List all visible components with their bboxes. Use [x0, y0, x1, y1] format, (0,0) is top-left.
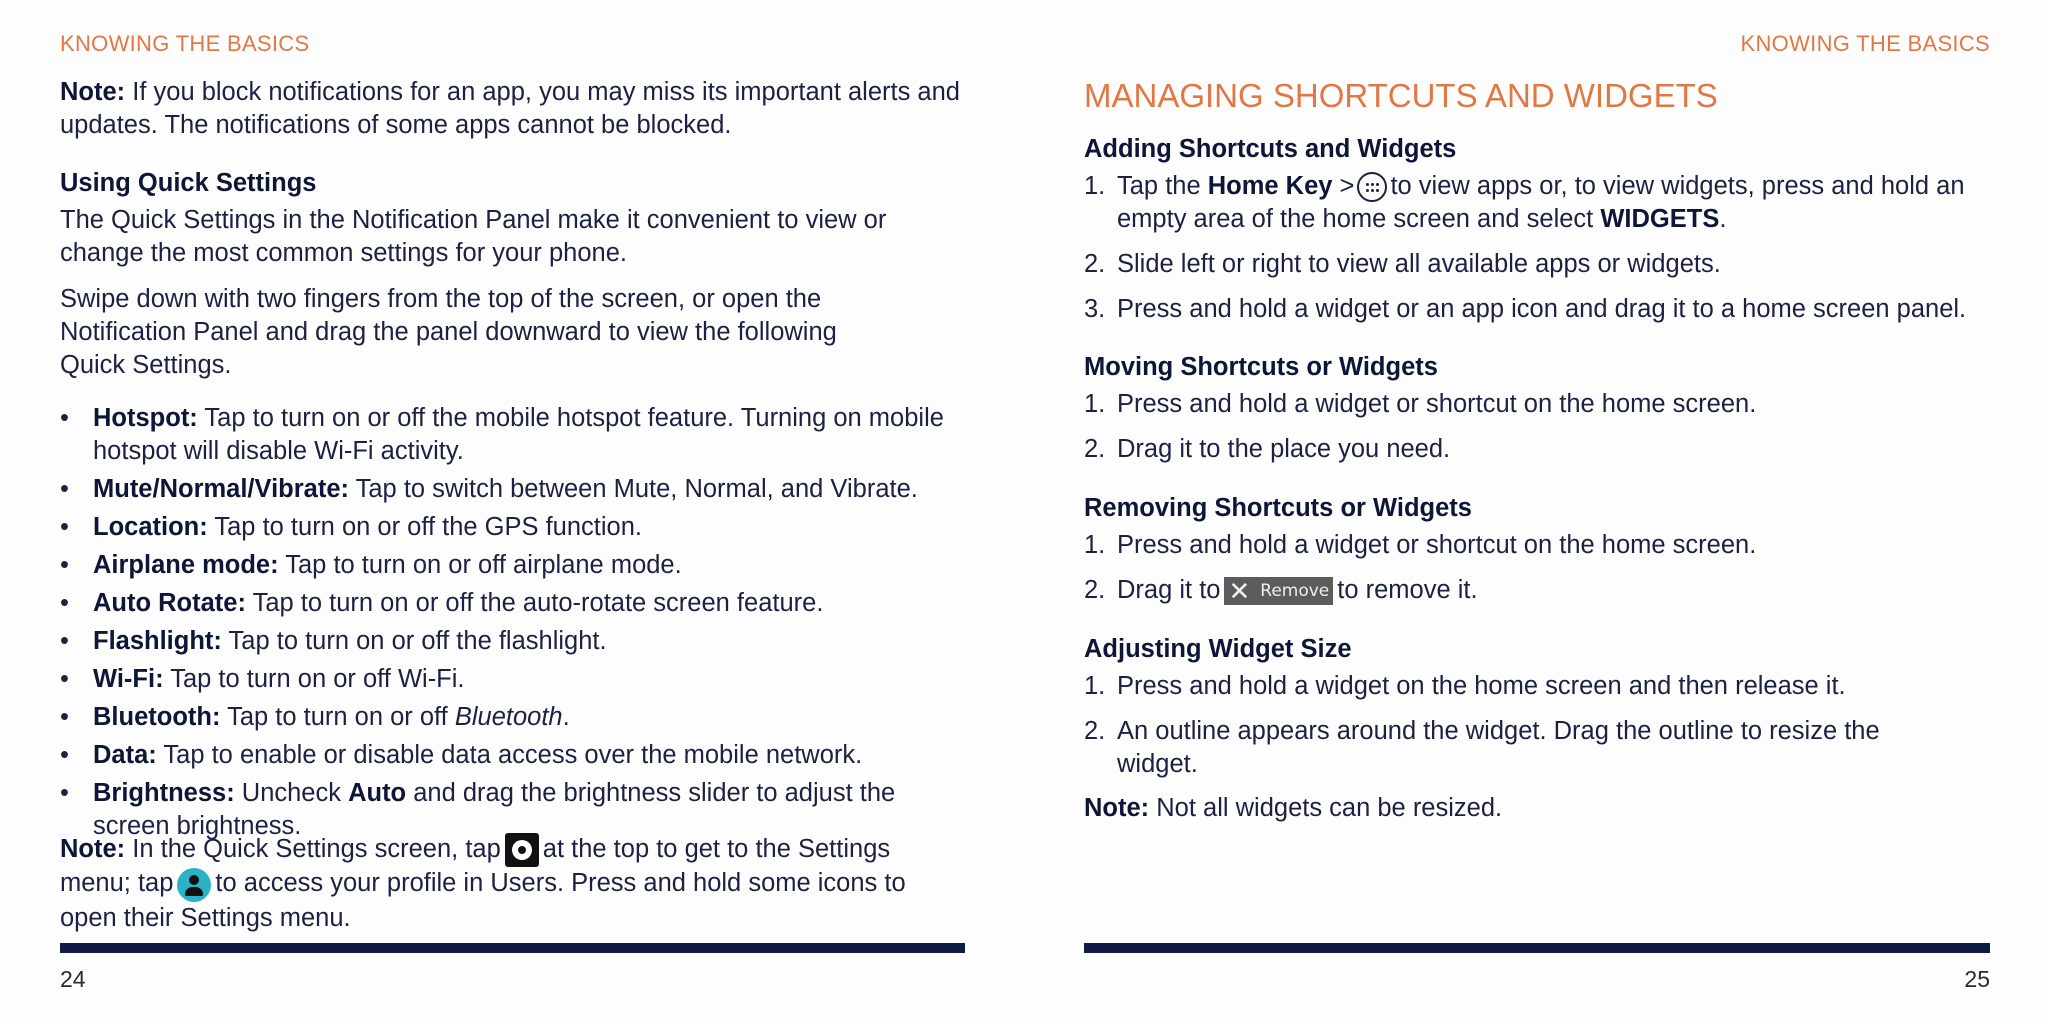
adding-steps: [1084, 170, 1990, 338]
list-item: • Location: Tap to turn on or off the GPS function.: [60, 513, 642, 541]
bullet-text: Tap to turn on or off Wi-Fi.: [163, 665, 465, 693]
note-block-top: [60, 76, 965, 142]
list-item: 1. Press and hold a widget on the home screen and then release it.: [1084, 672, 1846, 700]
bullet-text: Uncheck: [234, 779, 349, 807]
remove-button-image: ✕ Remove: [1224, 577, 1333, 605]
user-profile-icon: [177, 868, 211, 902]
quick-settings-instructions: Swipe down with two fingers from the top of the screen, or open the Notification Panel and drag the panel downward to view the following Quick Settings.: [60, 285, 837, 379]
list-item: 2. Slide left or right to view all available apps or widgets.: [1084, 250, 1721, 278]
list-item: • Mute/Normal/Vibrate: Tap to switch between Mute, Normal, and Vibrate.: [60, 475, 918, 503]
list-item: 1. Press and hold a widget or shortcut on the home screen.: [1084, 390, 1757, 418]
home-key-label: Home Key: [1207, 172, 1333, 200]
note-label: Note:: [60, 835, 126, 863]
apps-grid-icon: [1357, 172, 1387, 202]
bullet-text: Tap to turn on or off the mobile hotspot feature. Turning on mobile hotspot will disable Wi-Fi activity.: [93, 404, 944, 465]
bullet-label: Mute/Normal/Vibrate:: [93, 475, 349, 503]
note-label: Note:: [60, 78, 126, 106]
bullet-text: Tap to switch between Mute, Normal, and Vibrate.: [349, 475, 918, 503]
bullet-label: Airplane mode:: [93, 551, 279, 579]
page-title: MANAGING SHORTCUTS AND WIDGETS: [1084, 77, 1718, 114]
list-item: 1. Tap the Home Key > to view apps or, to view widgets, press and hold an empty area of the home screen and select WIDGETS.: [1084, 172, 1965, 233]
bullet-text: Tap to turn on or off the auto-rotate screen feature.: [245, 589, 824, 617]
list-item: 3. Press and hold a widget or an app icon and drag it to a home screen panel.: [1084, 295, 1967, 323]
list-item: • Data: Tap to enable or disable data access over the mobile network.: [60, 741, 863, 769]
list-item: 2. Drag it to ✕ Remove to remove it.: [1084, 576, 1478, 607]
section-heading-moving: Moving Shortcuts or Widgets: [1084, 353, 1438, 381]
bullet-italic: Bluetooth: [454, 703, 563, 731]
note-text: If you block notifications for an app, you may miss its important alerts and updates. The notifications of some apps cannot be blocked.: [60, 78, 960, 139]
list-item: • Wi-Fi: Tap to turn on or off Wi-Fi.: [60, 665, 465, 693]
right-page: [1084, 0, 1990, 1024]
quick-settings-list: [60, 402, 965, 848]
quick-settings-intro: The Quick Settings in the Notification Panel make it convenient to view or change the most common settings for your phone.: [60, 206, 887, 267]
page-number: 25: [1964, 966, 1990, 992]
list-item: • Bluetooth: Tap to turn on or off Bluetooth.: [60, 703, 570, 731]
note-block-bottom: Note: In the Quick Settings screen, tap at the top to get to the Settings menu; tap to access your profile in Users. Press and hold some icons to open their Settings menu.: [60, 835, 906, 932]
bullet-label: Hotspot:: [93, 404, 198, 432]
running-header-left: KNOWING THE BASICS: [60, 31, 310, 56]
running-header-right: KNOWING THE BASICS: [1740, 31, 1990, 56]
bullet-text: Tap to turn on or off: [220, 703, 455, 731]
note-block-right: Note: Not all widgets can be resized.: [1084, 794, 1503, 822]
widgets-label: WIDGETS: [1600, 205, 1720, 233]
bullet-label: Auto Rotate:: [93, 589, 246, 617]
list-item: • Auto Rotate: Tap to turn on or off the auto-rotate screen feature.: [60, 589, 824, 617]
bullet-text: Tap to enable or disable data access over the mobile network.: [156, 741, 863, 769]
section-heading-quick-settings: Using Quick Settings: [60, 169, 317, 197]
list-item: • Brightness: Uncheck Auto and drag the brightness slider to adjust the screen brightness.: [60, 779, 896, 840]
list-item: 2. An outline appears around the widget. Drag the outline to resize the widget.: [1084, 717, 1880, 778]
bullet-label: Wi-Fi:: [93, 665, 164, 693]
moving-steps: [1084, 388, 1990, 478]
bullet-label: Bluetooth:: [93, 703, 221, 731]
list-item: • Hotspot: Tap to turn on or off the mobile hotspot feature. Turning on mobile hotspot will disable Wi-Fi activity.: [60, 404, 944, 465]
settings-gear-icon: [505, 833, 539, 867]
bullet-text: Tap to turn on or off the flashlight.: [221, 627, 607, 655]
bullet-label: Brightness:: [93, 779, 235, 807]
left-page: [60, 0, 965, 1024]
adjusting-steps: [1084, 670, 1904, 793]
note-label: Note:: [1084, 794, 1150, 822]
page-number: 24: [60, 966, 86, 992]
list-item: • Airplane mode: Tap to turn on or off airplane mode.: [60, 551, 682, 579]
footer-rule: [60, 943, 965, 953]
footer-rule: [1084, 943, 1990, 953]
section-heading-adding: Adding Shortcuts and Widgets: [1084, 135, 1457, 163]
bullet-text: Tap to turn on or off the GPS function.: [207, 513, 642, 541]
list-item: 1. Press and hold a widget or shortcut on the home screen.: [1084, 531, 1757, 559]
section-heading-adjusting: Adjusting Widget Size: [1084, 635, 1352, 663]
bullet-bold: Auto: [348, 779, 407, 807]
close-x-icon: ✕: [1228, 576, 1251, 607]
bullet-label: Data:: [93, 741, 157, 769]
bullet-text: Tap to turn on or off airplane mode.: [278, 551, 682, 579]
removing-steps: [1084, 529, 1990, 619]
bullet-label: Location:: [93, 513, 208, 541]
list-item: 2. Drag it to the place you need.: [1084, 435, 1451, 463]
list-item: • Flashlight: Tap to turn on or off the flashlight.: [60, 627, 607, 655]
bullet-label: Flashlight:: [93, 627, 222, 655]
section-heading-removing: Removing Shortcuts or Widgets: [1084, 494, 1472, 522]
